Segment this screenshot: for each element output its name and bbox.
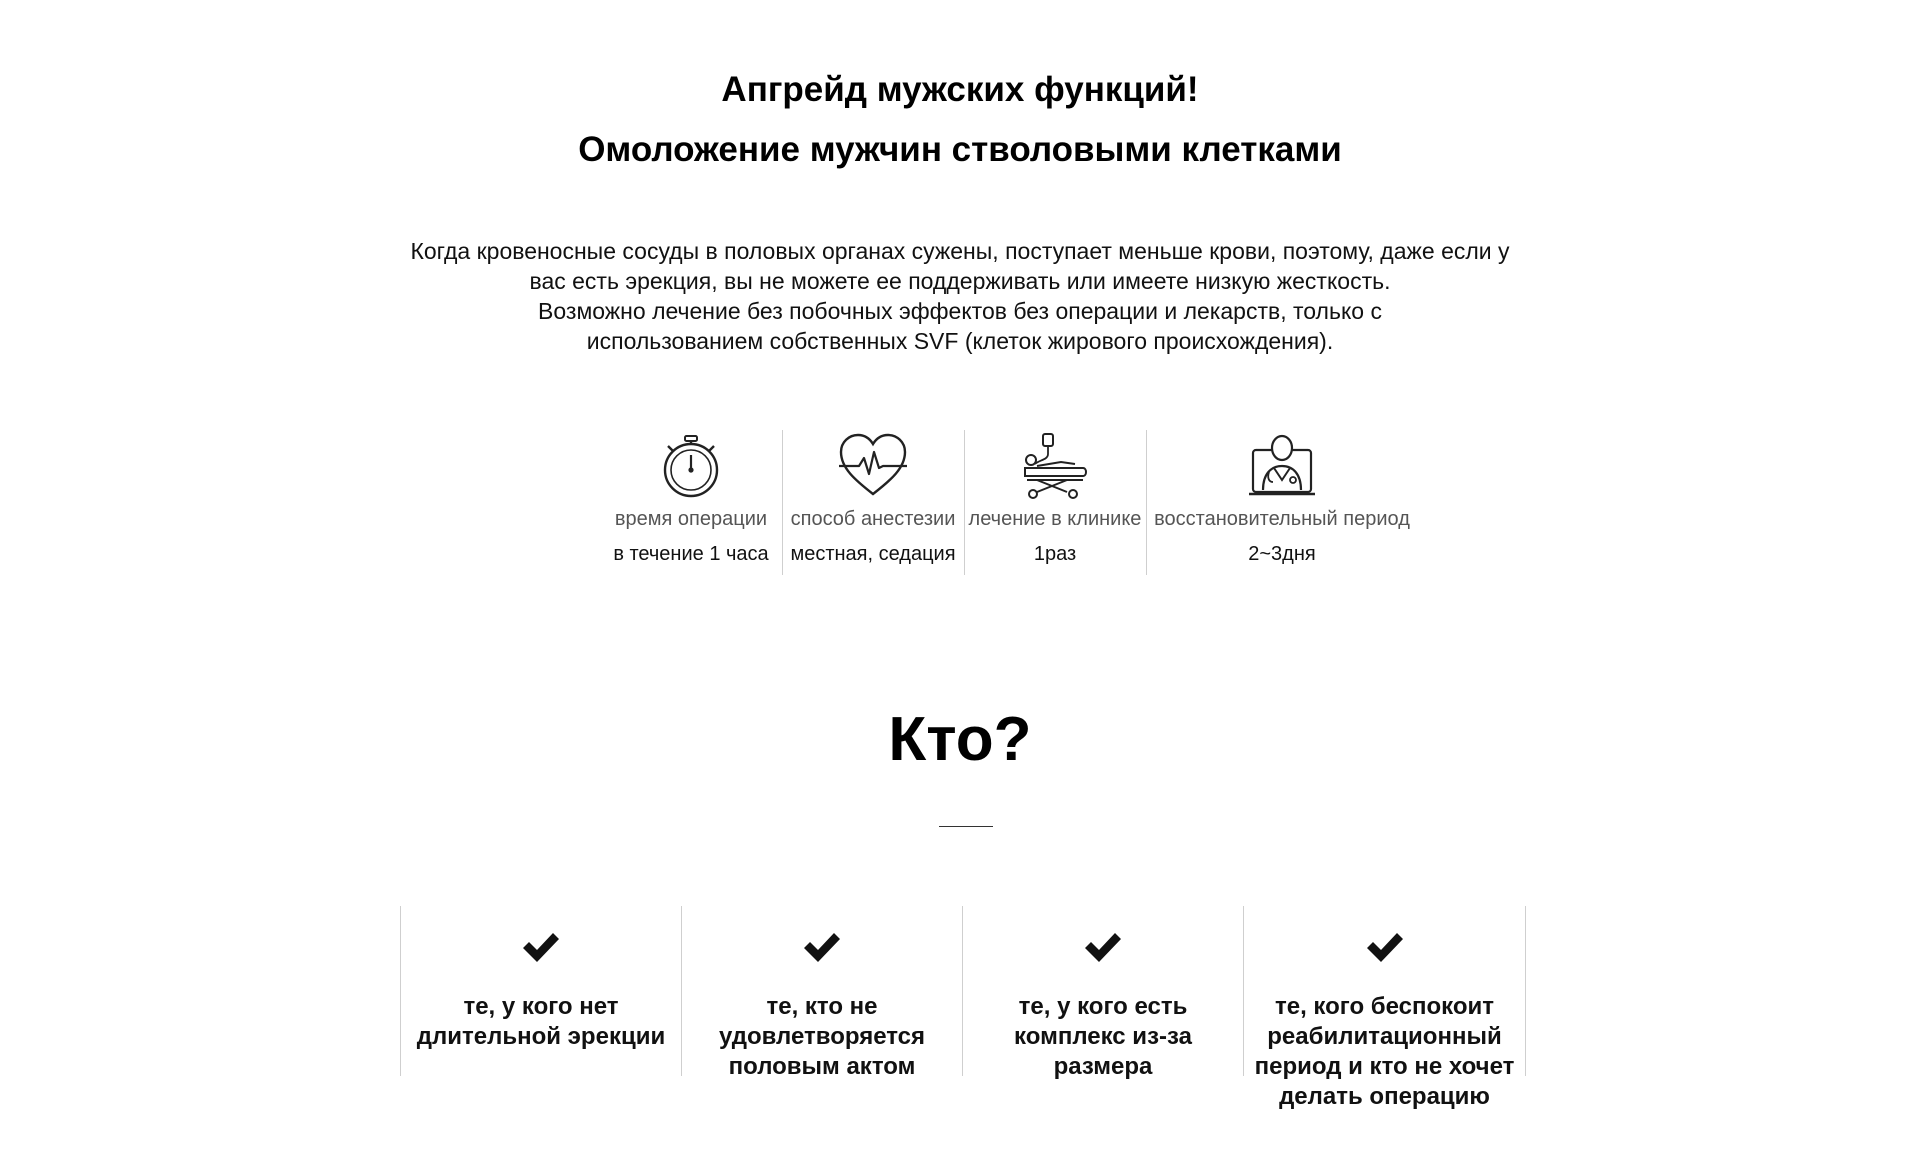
intro-line: Когда кровеносные сосуды в половых органах сужены, поступает меньше крови, поэтому, даже если у (410, 238, 1510, 264)
who-card-text: те, у кого нет длительной эрекции (416, 993, 666, 1050)
checkmark-icon (963, 930, 1243, 966)
stopwatch-icon (600, 430, 782, 500)
checkmark-icon (682, 930, 962, 966)
who-card (401, 906, 682, 1076)
page-title-line2: Омоложение мужчин стволовыми клетками (578, 130, 1342, 169)
spec-value: 1раз (1033, 543, 1077, 565)
who-card (1244, 906, 1526, 1110)
who-card (963, 906, 1244, 1080)
who-cards (400, 906, 1526, 1110)
spec-clinic-visits (964, 430, 1147, 575)
hero-section (0, 60, 1920, 180)
page-title-line1: Апгрейд мужских функций! (721, 70, 1199, 109)
title-divider (939, 826, 993, 827)
spec-operation-time (600, 430, 783, 575)
intro-line: использованием собственных SVF (клеток жирового происхождения). (586, 328, 1334, 354)
checkmark-icon (401, 930, 681, 966)
who-card-text: те, кого беспокоит реабилитационный период и кто не хочет делать операцию (1254, 993, 1515, 1110)
spec-label: способ анестезии (790, 508, 956, 530)
doctor-icon (1146, 430, 1418, 500)
spec-value: 2~3дня (1248, 543, 1316, 565)
spec-anesthesia (782, 430, 965, 575)
spec-value: в течение 1 часа (613, 543, 769, 565)
who-card-text: те, у кого есть комплекс из-за размера (1014, 993, 1192, 1080)
spec-recovery-period (1146, 430, 1418, 575)
checkmark-icon (1244, 930, 1525, 966)
hospital-bed-icon (964, 430, 1146, 500)
who-title: Кто? (888, 705, 1032, 774)
spec-label: лечение в клинике (968, 508, 1142, 530)
who-card (682, 906, 963, 1080)
spec-label: восстановительный период (1154, 508, 1410, 530)
who-card-text: те, кто не удовлетворяется половым актом (718, 993, 926, 1080)
procedure-specs (600, 430, 1420, 575)
intro-line: вас есть эрекция, вы не можете ее поддерживать или имеете низкую жесткость. (529, 268, 1391, 294)
intro-line: Возможно лечение без побочных эффектов без операции и лекарств, только с (538, 298, 1382, 324)
spec-value: местная, седация (790, 543, 956, 565)
spec-label: время операции (614, 508, 768, 530)
intro-text (340, 236, 1580, 356)
heartbeat-icon (782, 430, 964, 500)
